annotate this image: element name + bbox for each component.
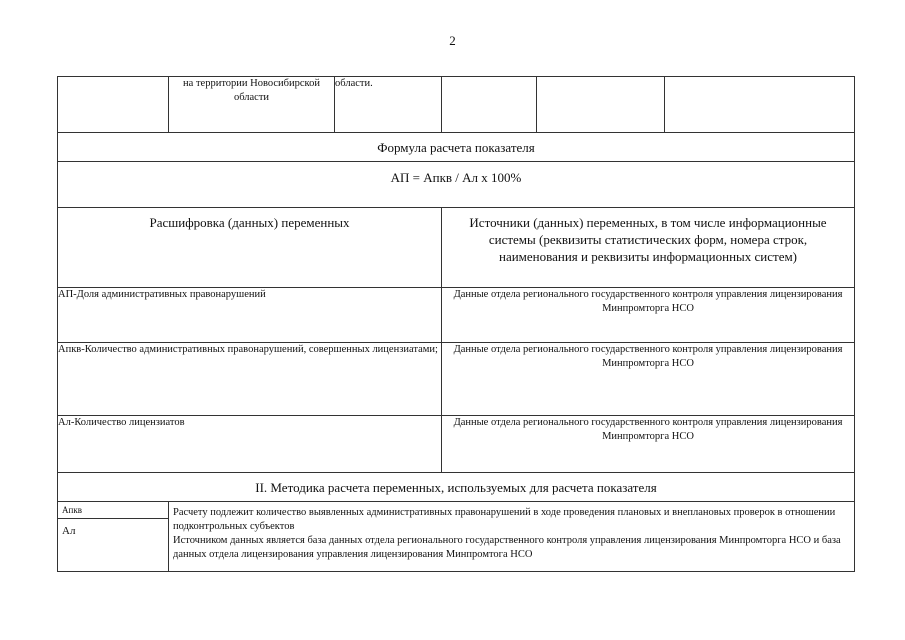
formula-title: Формула расчета показателя [58,133,855,162]
top-cell-empty-3 [537,77,665,133]
variable-definition: Апкв-Количество административных правонарушений, совершенных лицензиатами; [58,343,442,416]
top-cell-empty-1 [58,77,169,133]
top-cell-empty-2 [442,77,537,133]
methodology-var-apkv: Апкв [58,502,168,519]
top-row [58,77,855,133]
formula: АП = Апкв / Ал х 100% [58,162,855,208]
sources-header: Источники (данных) переменных, в том числе информационные системы (реквизиты статистических форм, номера строк, наименования и реквизиты информационных систем) [442,208,855,288]
methodology-text-line2: Источником данных является база данных отдела регионального государственного контроля управления лицензирования Минпромторга НСО и база данных отдела лицензирования управления лицензирования Минпромтога НСО [173,535,841,560]
variable-row [58,416,855,473]
variable-row [58,343,855,416]
methodology-text [169,502,855,572]
top-cell-empty-4 [665,77,855,133]
territory-cell: на территории Новосибирской области [169,77,335,133]
variable-definition: Ал-Количество лицензиатов [58,416,442,473]
methodology-title: II. Методика расчета переменных, используемых для расчета показателя [58,473,855,502]
decoding-header: Расшифровка (данных) переменных [58,208,442,288]
variables-header-row [58,208,855,288]
page-number: 2 [449,33,456,48]
variable-source: Данные отдела регионального государственного контроля управления лицензирования Минпромторга НСО [442,343,855,416]
variable-source: Данные отдела регионального государственного контроля управления лицензирования Минпромторга НСО [442,288,855,343]
methodology-variables [58,502,169,572]
methodology-text-line1: Расчету подлежит количество выявленных административных правонарушений в ходе проведения плановых и внеплановых проверок в отношении подконтрольных субъектов [173,507,836,532]
methodology-var-al: Ал [62,525,76,537]
variable-definition: АП-Доля административных правонарушений [58,288,442,343]
region-cell: области. [335,77,442,133]
variable-row [58,288,855,343]
variable-source: Данные отдела регионального государственного контроля управления лицензирования Минпромторга НСО [442,416,855,473]
indicator-table [57,76,855,572]
methodology-row [58,502,855,572]
